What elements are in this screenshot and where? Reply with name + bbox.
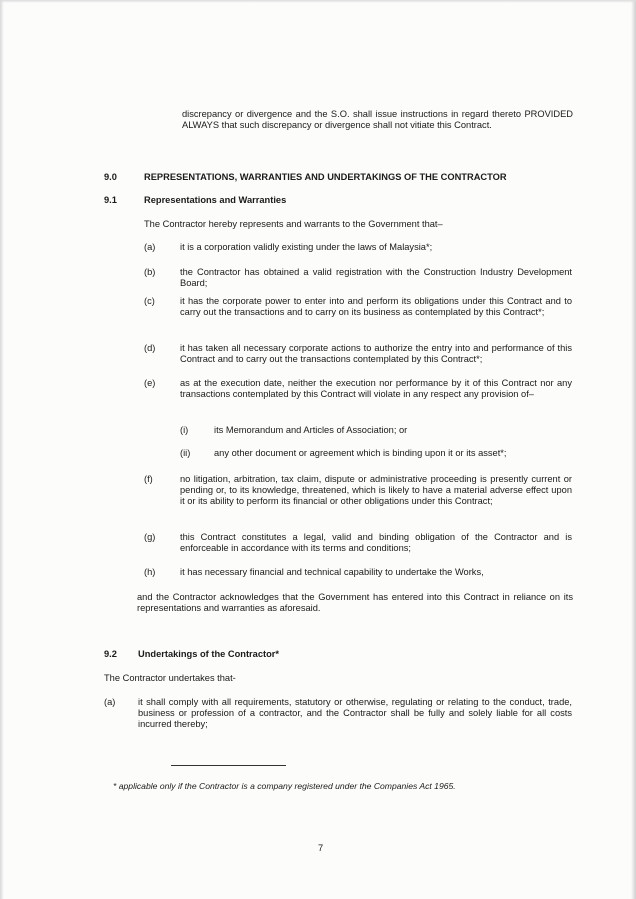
item-text: this Contract constitutes a legal, valid and binding obligation of the Contractor and is enforceable in accordance with its terms and conditions; (180, 532, 572, 553)
section-9-1-number: 9.1 (104, 195, 117, 205)
section-9-2-intro: The Contractor undertakes that- (104, 673, 236, 683)
item-label: (a) (104, 697, 116, 707)
section-9-1-intro: The Contractor hereby represents and warrants to the Government that– (144, 219, 443, 229)
scan-edge-right (631, 0, 636, 899)
item-label: (a) (144, 242, 156, 252)
item-text: it has the corporate power to enter into and perform its obligations under this Contract and to carry out the transactions and to carry on its business as contemplated by this Contract*; (180, 296, 572, 317)
item-text: it has taken all necessary corporate actions to authorize the entry into and performance of this Contract and to carry out the transactions contemplated by this Contract*; (180, 343, 572, 364)
item-text: it has necessary financial and technical capability to undertake the Works, (180, 567, 484, 577)
scan-edge-top (0, 0, 636, 3)
footnote-rule (171, 765, 286, 766)
item-text: it shall comply with all requirements, statutory or otherwise, regulating or relating to the conduct, trade, business or profession of a contractor, and the Contractor shall be fully and solely liable for all costs incurred thereby; (138, 697, 572, 729)
subitem-text: its Memorandum and Articles of Association; or (214, 425, 408, 435)
subitem-label: (i) (180, 425, 189, 435)
section-9-1-closing: and the Contractor acknowledges that the Government has entered into this Contract in reliance on its representations and warranties as aforesaid. (137, 592, 573, 613)
section-9-0-title: REPRESENTATIONS, WARRANTIES AND UNDERTAKINGS OF THE CONTRACTOR (144, 172, 507, 182)
item-text: no litigation, arbitration, tax claim, dispute or administrative proceeding is presently current or pending or, to its knowledge, threatened, which is likely to have a material adverse effect upon it or its ability to perform its financial or other obligations under this Contract; (180, 474, 572, 506)
page-number: 7 (318, 843, 324, 853)
footnote: * applicable only if the Contractor is a company registered under the Companies Act 1965. (113, 781, 456, 791)
section-9-1-title: Representations and Warranties (144, 195, 287, 205)
item-label: (f) (144, 474, 153, 484)
section-9-2-title: Undertakings of the Contractor* (138, 649, 280, 659)
subitem-text: any other document or agreement which is binding upon it or its asset*; (214, 448, 507, 458)
scan-edge-left (0, 0, 4, 899)
section-9-0-number: 9.0 (104, 172, 117, 182)
item-text: the Contractor has obtained a valid registration with the Construction Industry Development Board; (180, 267, 572, 288)
item-label: (g) (144, 532, 156, 542)
item-label: (b) (144, 267, 156, 277)
item-text: it is a corporation validly existing under the laws of Malaysia*; (180, 242, 433, 252)
item-label: (h) (144, 567, 156, 577)
item-label: (e) (144, 378, 156, 388)
section-9-2-number: 9.2 (104, 649, 117, 659)
item-text: as at the execution date, neither the execution nor performance by it of this Contract nor any transactions contemplated by this Contract will violate in any respect any provision of– (180, 378, 572, 399)
item-label: (c) (144, 296, 155, 306)
subitem-label: (ii) (180, 448, 191, 458)
continuation-paragraph: discrepancy or divergence and the S.O. shall issue instructions in regard thereto PROVIDED ALWAYS that such discrepancy or divergence shall not vitiate this Contract. (182, 109, 573, 130)
item-label: (d) (144, 343, 156, 353)
